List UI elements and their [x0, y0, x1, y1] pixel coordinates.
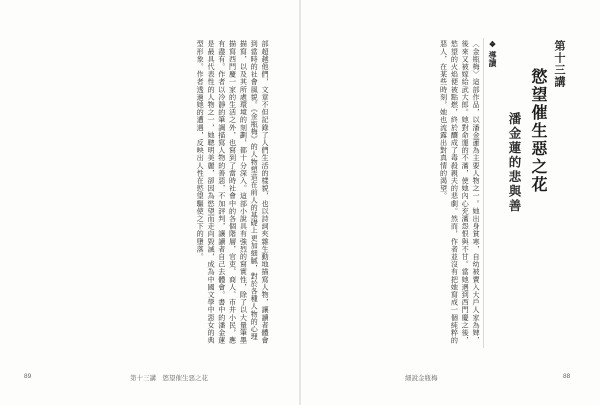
- section-divider: [483, 38, 484, 348]
- left-page: [0, 0, 299, 405]
- intro-heading: 導讀: [488, 51, 498, 67]
- intro-section: [487, 40, 499, 220]
- right-page-running-title: 細說金瓶梅: [405, 375, 438, 382]
- left-page-number: 89: [24, 373, 32, 380]
- chapter-subtitle: 潘金蓮的悲與善: [507, 112, 522, 214]
- left-page-running-title: 第十三講 慾望催生惡之花: [130, 375, 208, 382]
- right-page: [301, 0, 600, 405]
- diamond-bullet-icon: ❖: [488, 40, 498, 49]
- right-page-number: 88: [563, 373, 571, 380]
- chapter-label: 第十三講: [553, 40, 566, 88]
- chapter-title: 慾望催生惡之花: [529, 68, 548, 194]
- left-page-body-text: 部超越他們，文章不但記錄了人們生活的樣貌，也以詩詞夾雜生動地描寫人物，讓讀者體會到當時的社會風貌。《金瓶梅》的人物塑造在前人的基礎上更加細膩，對於各種人物的心理描寫，以及其所處環境的刻劃，都十分深入。這部小說具有強烈的寫實性，除了以大量筆墨描寫西門慶一家的生活之外，也寫到了當時社會中的各個階層，官吏、商人、市井小民，應有盡有。作者以冷靜的筆調描寫人物的善惡，不加評判，讓讀者自己去體會。書中的潘金蓮是最具代表性的人物之一，她聰明美麗，卻因為慾望而走向毀滅，成為中國文學中惡女的典型形象。作者透過她的遭遇，反映出人性在慾望驅使之下的墮落。: [196, 40, 270, 344]
- right-page-body-text: 〈金瓶梅〉這部作品，以潘金蓮為主要人物之一。她出身貧寒，自幼被賣入大戶人家為婢，後來又被嫁給武大郎。她對命運的不滿，使她內心充滿怨恨與不甘。當她遇到西門慶之後，慾望的火焰便被點燃，終於釀成了毒殺親夫的悲劇。然而，作者並沒有把她寫成一個純粹的惡人，在某些時刻，她也流露出對真情的渴望。: [439, 40, 481, 344]
